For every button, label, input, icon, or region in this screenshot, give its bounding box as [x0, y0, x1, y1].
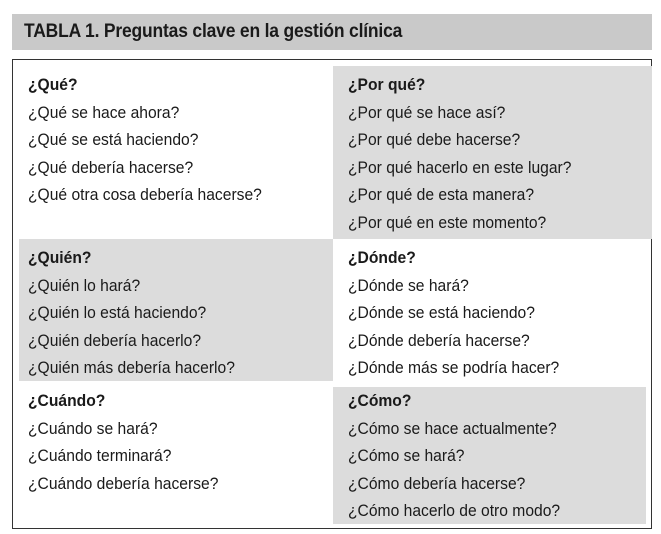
cell-heading: ¿Quién?	[28, 248, 92, 267]
cell-como	[333, 387, 646, 524]
cell-heading: ¿Cuándo?	[28, 391, 106, 410]
question-line: ¿Cuándo terminará?	[28, 446, 172, 465]
question-line: ¿Qué otra cosa debería hacerse?	[28, 185, 262, 204]
question-line: ¿Qué se hace ahora?	[28, 102, 180, 122]
question-line: ¿Quién debería hacerlo?	[28, 330, 202, 350]
cell-donde	[333, 239, 652, 381]
question-line: ¿Por qué debe hacerse?	[348, 130, 521, 149]
question-line: ¿Cómo debería hacerse?	[348, 473, 526, 493]
question-line: ¿Qué debería hacerse?	[28, 157, 194, 177]
cell-cuando	[13, 381, 333, 529]
cell-heading: ¿Por qué?	[348, 75, 426, 94]
question-line: ¿Qué se está haciendo?	[28, 130, 199, 149]
question-line: ¿Cómo se hará?	[348, 446, 465, 465]
question-line: ¿Por qué de esta manera?	[348, 185, 535, 204]
cell-que	[13, 60, 333, 239]
question-line: ¿Por qué en este momento?	[348, 212, 547, 232]
question-line: ¿Dónde se hará?	[348, 275, 469, 295]
question-line: ¿Por qué hacerlo en este lugar?	[348, 157, 572, 177]
question-line: ¿Cómo hacerlo de otro modo?	[348, 501, 561, 520]
question-line: ¿Cómo se hace actualmente?	[348, 418, 557, 438]
table-title-bar	[12, 14, 652, 50]
cell-por-que	[333, 66, 652, 239]
cell-heading: ¿Dónde?	[348, 248, 416, 267]
question-line: ¿Quién lo hará?	[28, 275, 141, 295]
table-title: TABLA 1. Preguntas clave en la gestión clínica	[24, 21, 403, 42]
question-line: ¿Quién más debería hacerlo?	[28, 358, 235, 377]
cell-heading: ¿Qué?	[28, 75, 78, 94]
cell-quien	[19, 239, 333, 381]
cell-heading: ¿Cómo?	[348, 391, 412, 410]
question-line: ¿Dónde se está haciendo?	[348, 303, 535, 322]
question-line: ¿Por qué se hace así?	[348, 102, 506, 122]
question-line: ¿Cuándo debería hacerse?	[28, 473, 219, 493]
question-line: ¿Dónde más se podría hacer?	[348, 358, 560, 377]
question-line: ¿Cuándo se hará?	[28, 418, 158, 438]
questions-table	[12, 59, 652, 529]
question-line: ¿Dónde debería hacerse?	[348, 330, 530, 350]
question-line: ¿Quién lo está haciendo?	[28, 303, 207, 322]
